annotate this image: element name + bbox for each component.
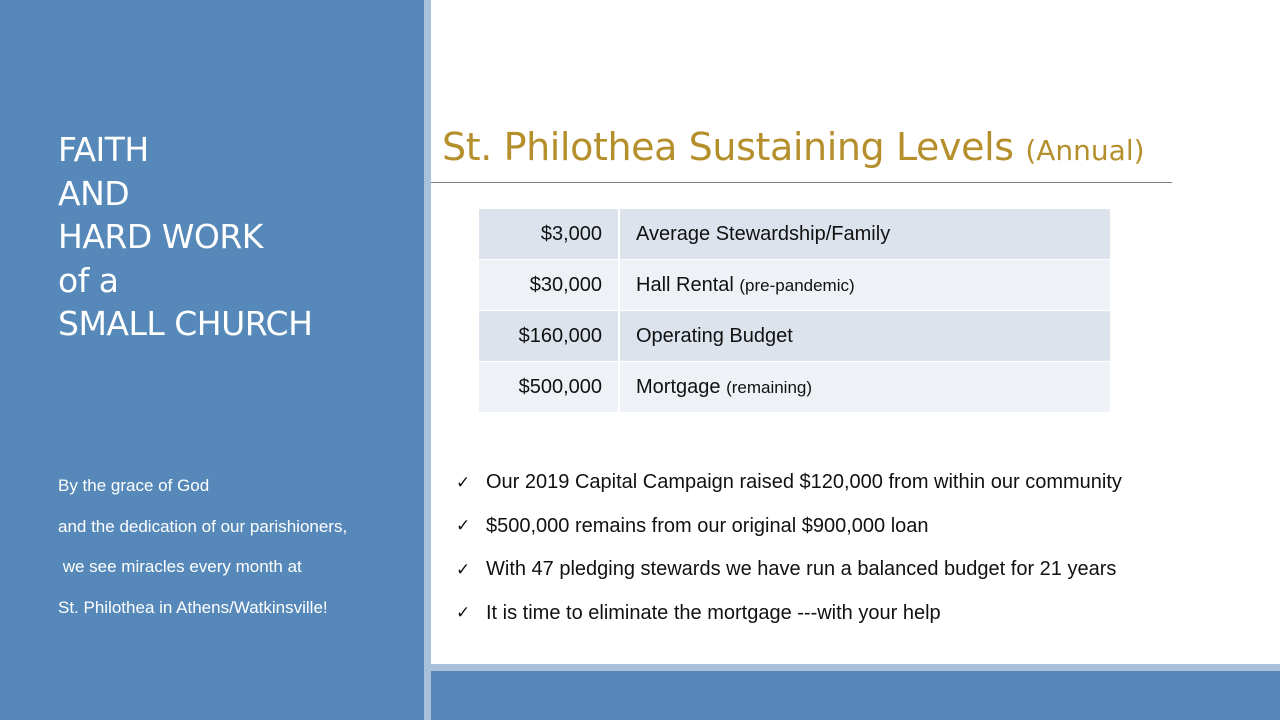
bullet-list [456,461,1122,635]
amount-cell: $160,000 [479,311,619,362]
description-label: Hall Rental [636,273,734,296]
amount-cell: $30,000 [479,260,619,311]
title-divider [431,182,1172,183]
list-item [456,461,1122,505]
sidebar-title-line: FAITH [58,130,149,169]
list-item-text: With 47 pledging stewards we have run a balanced budget for 21 years [486,558,1117,581]
checkmark-icon: ✓ [456,472,471,492]
list-item [456,505,1122,549]
checkmark-icon: ✓ [456,516,471,536]
sidebar-body-line: we see miracles every month at [58,557,302,576]
page-title [442,121,1145,177]
checkmark-icon: ✓ [456,603,471,623]
description-cell [619,311,1110,362]
page-title-text: St. Philothea Sustaining Levels [442,125,1014,169]
sidebar-body-line: and the dedication of our parishioners, [58,516,348,536]
list-item-text: $500,000 remains from our original $900,000 loan [486,514,929,537]
list-item-text: It is time to eliminate the mortgage ---with your help [486,601,941,624]
description-cell [619,209,1110,260]
sidebar-title [58,128,312,346]
description-label: Operating Budget [636,324,793,347]
amount-cell: $500,000 [479,362,619,413]
sidebar-body-line: By the grace of God [58,476,210,495]
checkmark-icon: ✓ [456,559,471,579]
list-item [456,592,1122,636]
table-row [479,209,1110,260]
list-item [456,548,1122,592]
sidebar-body [58,466,347,628]
table-row [479,311,1110,362]
sustaining-levels-table [479,209,1110,413]
sidebar-title-line: AND [58,173,130,213]
description-note: (remaining) [726,377,813,397]
description-cell [619,260,1110,311]
table-row [479,362,1110,413]
amount-cell: $3,000 [479,209,619,260]
sidebar-title-line: SMALL CHURCH [58,304,313,343]
sidebar-title-line: HARD WORK [58,217,263,256]
page-title-suffix: (Annual) [1025,134,1145,167]
sidebar-body-line: St. Philothea in Athens/Watkinsville! [58,597,328,617]
description-note: (pre-pandemic) [739,275,855,295]
footer-stripe [431,664,1280,671]
sidebar-edge-stripe [424,0,431,720]
description-cell [619,362,1110,413]
description-label: Average Stewardship/Family [636,222,891,245]
footer-band [431,671,1280,720]
sidebar-title-line: of a [58,260,119,300]
table-row [479,260,1110,311]
list-item-text: Our 2019 Capital Campaign raised $120,000 from within our community [486,471,1122,494]
description-label: Mortgage [636,375,721,398]
